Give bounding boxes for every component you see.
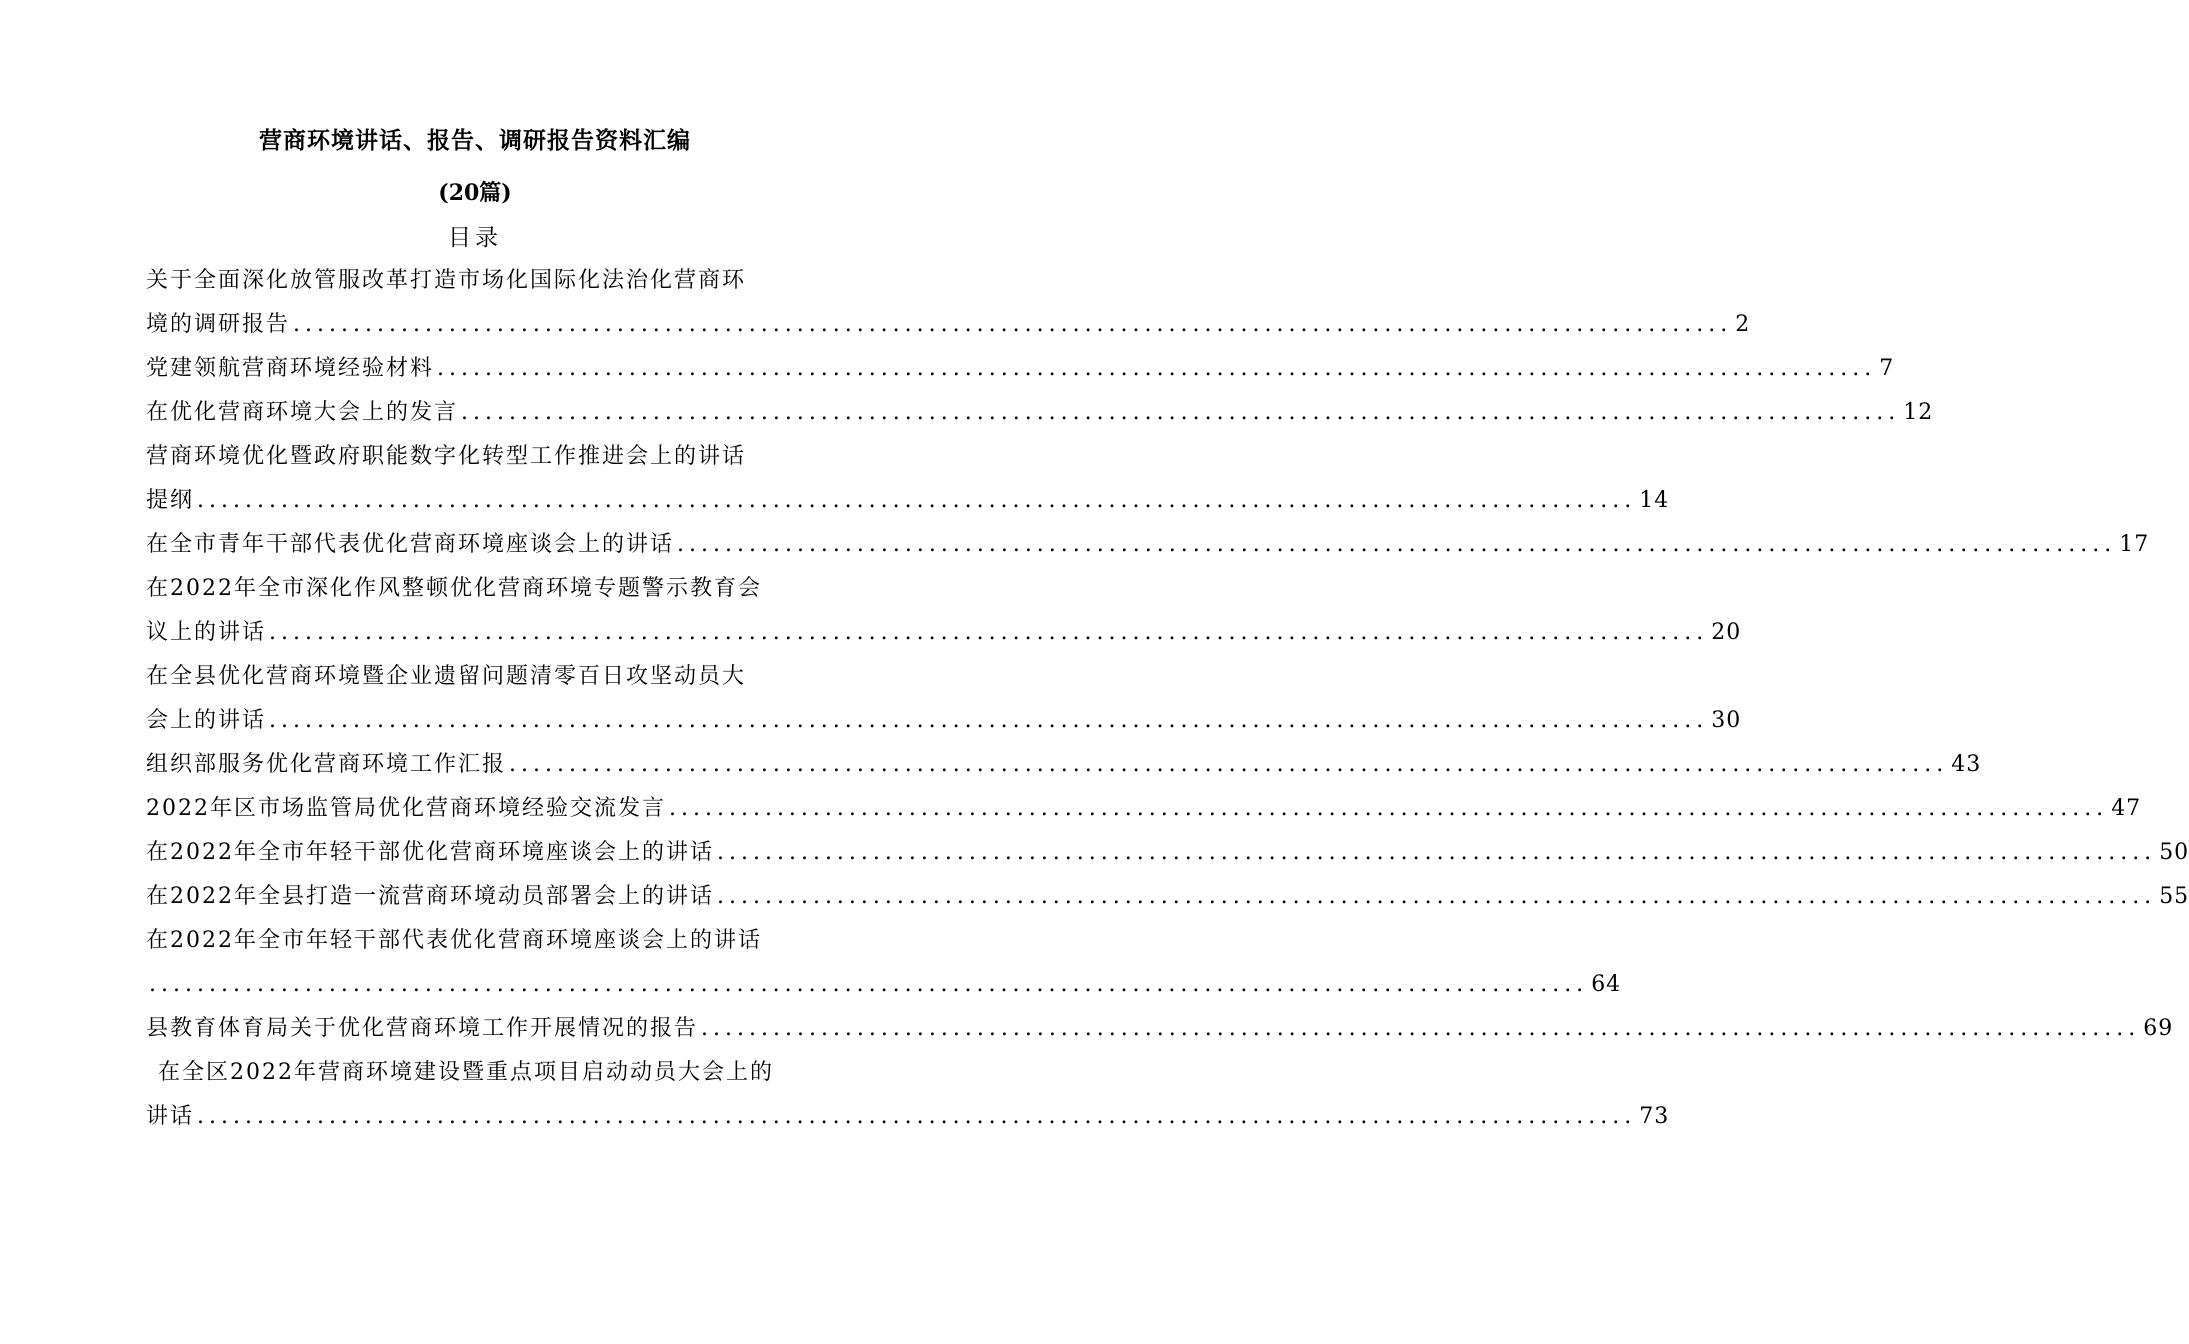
toc-entry[interactable] xyxy=(146,523,2150,567)
toc-entry-title: 提纲 xyxy=(146,488,195,513)
toc-dot-leader: ........................................................................................................................ xyxy=(293,312,1733,337)
toc-heading: 目录 xyxy=(448,225,502,251)
toc-entry-title: 组织部服务优化营商环境工作汇报 xyxy=(146,752,507,777)
toc-page-number: 43 xyxy=(1951,752,1982,777)
toc-entry-title: 讲话 xyxy=(146,1104,195,1129)
toc-dot-leader: ........................................................................................................................ xyxy=(461,400,1901,425)
toc-entry-title: 党建领航营商环境经验材料 xyxy=(146,356,435,381)
toc-entry-line xyxy=(146,655,804,699)
toc-page-number: 69 xyxy=(2143,1016,2174,1041)
table-of-contents xyxy=(146,259,2189,1139)
toc-entry-title: 在2022年全县打造一流营商环境动员部署会上的讲话 xyxy=(146,884,714,909)
toc-entry-line xyxy=(146,1007,2174,1051)
toc-dot-leader: ........................................................................................................................ xyxy=(149,972,1589,997)
toc-entry[interactable] xyxy=(146,391,1934,435)
toc-page-number: 30 xyxy=(1711,708,1742,733)
toc-entry-title: 在2022年全市深化作风整顿优化营商环境专题警示教育会 xyxy=(146,576,762,601)
toc-entry-title: 境的调研报告 xyxy=(146,312,291,337)
toc-dot-leader: ........................................................................................................................ xyxy=(509,752,1949,777)
toc-entry-line xyxy=(146,919,804,963)
toc-entry-line xyxy=(146,523,2150,567)
toc-entry-line xyxy=(146,435,804,479)
document-title: 营商环境讲话、报告、调研报告资料汇编 xyxy=(259,127,691,154)
toc-entry-line xyxy=(146,1095,1670,1139)
toc-dot-leader: ........................................................................................................................ xyxy=(669,796,2109,821)
toc-entry-line xyxy=(146,479,1670,523)
toc-entry-line xyxy=(146,831,2189,875)
toc-page-number: 73 xyxy=(1639,1104,1670,1129)
toc-entry-title: 关于全面深化放管服改革打造市场化国际化法治化营商环 xyxy=(146,268,747,293)
toc-entry-line xyxy=(146,699,1742,743)
toc-page-number: 14 xyxy=(1639,488,1670,513)
toc-entry[interactable] xyxy=(146,919,1622,1007)
toc-entry[interactable] xyxy=(146,435,1670,523)
toc-page-number: 64 xyxy=(1591,972,1622,997)
toc-entry-line xyxy=(146,611,1742,655)
toc-entry-title: 在2022年全市年轻干部代表优化营商环境座谈会上的讲话 xyxy=(146,928,762,953)
toc-page-number: 2 xyxy=(1735,312,1751,337)
toc-entry-line xyxy=(146,875,2189,919)
toc-entry[interactable] xyxy=(146,743,1982,787)
toc-entry-line xyxy=(146,259,804,303)
toc-entry[interactable] xyxy=(146,875,2189,919)
toc-entry-title: 县教育体育局关于优化营商环境工作开展情况的报告 xyxy=(146,1016,699,1041)
toc-page-number: 17 xyxy=(2119,532,2150,557)
toc-entry-line xyxy=(146,743,1982,787)
toc-page-number: 50 xyxy=(2159,840,2189,865)
toc-page-number: 12 xyxy=(1903,400,1934,425)
toc-entry[interactable] xyxy=(146,347,1895,391)
toc-entry-title: 在全区2022年营商环境建设暨重点项目启动动员大会上的 xyxy=(158,1060,774,1085)
toc-entry-line xyxy=(146,347,1895,391)
toc-page-number: 20 xyxy=(1711,620,1742,645)
toc-dot-leader: ........................................................................................................................ xyxy=(677,532,2117,557)
toc-dot-leader: ........................................................................................................................ xyxy=(269,620,1709,645)
toc-page-number: 55 xyxy=(2159,884,2189,909)
toc-entry-title: 在优化营商环境大会上的发言 xyxy=(146,400,459,425)
toc-entry-title: 营商环境优化暨政府职能数字化转型工作推进会上的讲话 xyxy=(146,444,747,469)
document-subtitle: (20篇) xyxy=(438,180,512,206)
toc-dot-leader: ........................................................................................................................ xyxy=(269,708,1709,733)
toc-entry-line xyxy=(146,567,804,611)
toc-entry[interactable] xyxy=(146,831,2189,875)
toc-entry[interactable] xyxy=(146,787,2142,831)
toc-dot-leader: ........................................................................................................................ xyxy=(717,884,2157,909)
toc-entry-title: 在全市青年干部代表优化营商环境座谈会上的讲话 xyxy=(146,532,675,557)
toc-entry-line xyxy=(146,391,1934,435)
toc-entry-title: 会上的讲话 xyxy=(146,708,267,733)
toc-entry-line xyxy=(146,963,1622,1007)
toc-page-number: 47 xyxy=(2111,796,2142,821)
toc-entry-title: 议上的讲话 xyxy=(146,620,267,645)
toc-entry[interactable] xyxy=(146,259,1751,347)
toc-page-number: 7 xyxy=(1879,356,1895,381)
toc-dot-leader: ........................................................................................................................ xyxy=(197,488,1637,513)
toc-entry-line xyxy=(146,787,2142,831)
toc-entry[interactable] xyxy=(146,567,1742,655)
toc-entry[interactable] xyxy=(146,1007,2174,1051)
toc-entry-line xyxy=(146,1051,804,1095)
toc-entry-title: 在全县优化营商环境暨企业遗留问题清零百日攻坚动员大 xyxy=(146,664,747,689)
toc-entry[interactable] xyxy=(146,1051,1670,1139)
toc-entry-line xyxy=(146,303,1751,347)
toc-dot-leader: ........................................................................................................................ xyxy=(717,840,2157,865)
toc-entry[interactable] xyxy=(146,655,1742,743)
toc-dot-leader: ........................................................................................................................ xyxy=(197,1104,1637,1129)
toc-dot-leader: ........................................................................................................................ xyxy=(701,1016,2141,1041)
toc-dot-leader: ........................................................................................................................ xyxy=(437,356,1877,381)
toc-entry-title: 在2022年全市年轻干部优化营商环境座谈会上的讲话 xyxy=(146,840,714,865)
toc-entry-title: 2022年区市场监管局优化营商环境经验交流发言 xyxy=(146,796,666,821)
